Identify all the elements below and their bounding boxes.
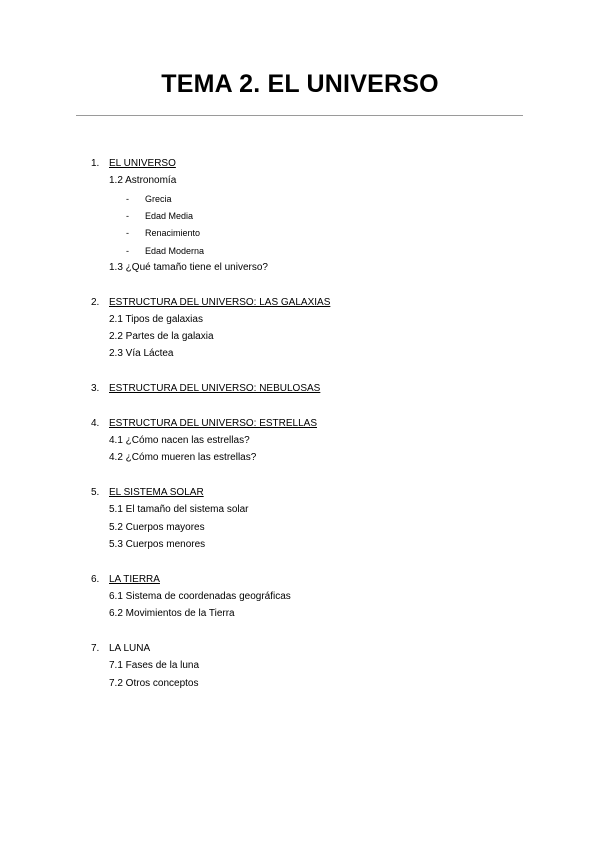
subsection-item: 4.1 ¿Cómo nacen las estrellas? [109, 435, 250, 447]
subsubsection-item: Edad Media [145, 210, 194, 221]
subsubsection-item: Grecia [145, 193, 172, 204]
subsection-item: 6.1 Sistema de coordenadas geográficas [109, 591, 291, 602]
subsection-item: 2.3 Vía Láctea [109, 348, 174, 360]
section-heading: EL UNIVERSO [109, 158, 176, 169]
subsubsection-item: Edad Moderna [145, 245, 205, 256]
page-title: TEMA 2. EL UNIVERSO [161, 70, 439, 98]
subsubsection-item: Renacimiento [145, 228, 201, 239]
section-heading: EL SISTEMA SOLAR [109, 487, 204, 499]
bullet-dash: - [126, 228, 129, 239]
section-number: 3. [91, 383, 100, 395]
subsection-item: 5.1 El tamaño del sistema solar [109, 504, 249, 516]
section-heading: LA LUNA [109, 643, 151, 654]
section-number: 4. [91, 417, 100, 429]
section-number: 6. [91, 573, 100, 585]
bullet-dash: - [126, 193, 129, 204]
bullet-dash: - [126, 210, 129, 221]
subsection-item: 2.2 Partes de la galaxia [109, 331, 214, 343]
subsection-item: 5.2 Cuerpos mayores [109, 521, 205, 533]
section-heading: ESTRUCTURA DEL UNIVERSO: NEBULOSAS [109, 383, 321, 395]
section-number: 5. [91, 487, 100, 499]
bullet-dash: - [126, 245, 129, 256]
subsection-item: 7.1 Fases de la luna [109, 660, 200, 672]
section-heading: ESTRUCTURA DEL UNIVERSO: LAS GALAXIAS [109, 296, 331, 308]
section-heading: ESTRUCTURA DEL UNIVERSO: ESTRELLAS [109, 417, 318, 429]
section-number: 2. [91, 296, 100, 308]
subsection-item: 5.3 Cuerpos menores [109, 539, 206, 550]
subsection-item: 6.2 Movimientos de la Tierra [109, 608, 235, 620]
subsection-item: 1.3 ¿Qué tamaño tiene el universo? [109, 261, 268, 273]
section-number: 7. [91, 643, 100, 654]
section-heading: LA TIERRA [109, 573, 160, 585]
subsection-item: 4.2 ¿Cómo mueren las estrellas? [109, 452, 257, 464]
section-number: 1. [91, 158, 100, 169]
subsection-item: 2.1 Tipos de galaxias [109, 313, 203, 325]
subsection-item: 7.2 Otros conceptos [109, 677, 199, 689]
subsection-item: 1.2 Astronomía [109, 175, 177, 187]
